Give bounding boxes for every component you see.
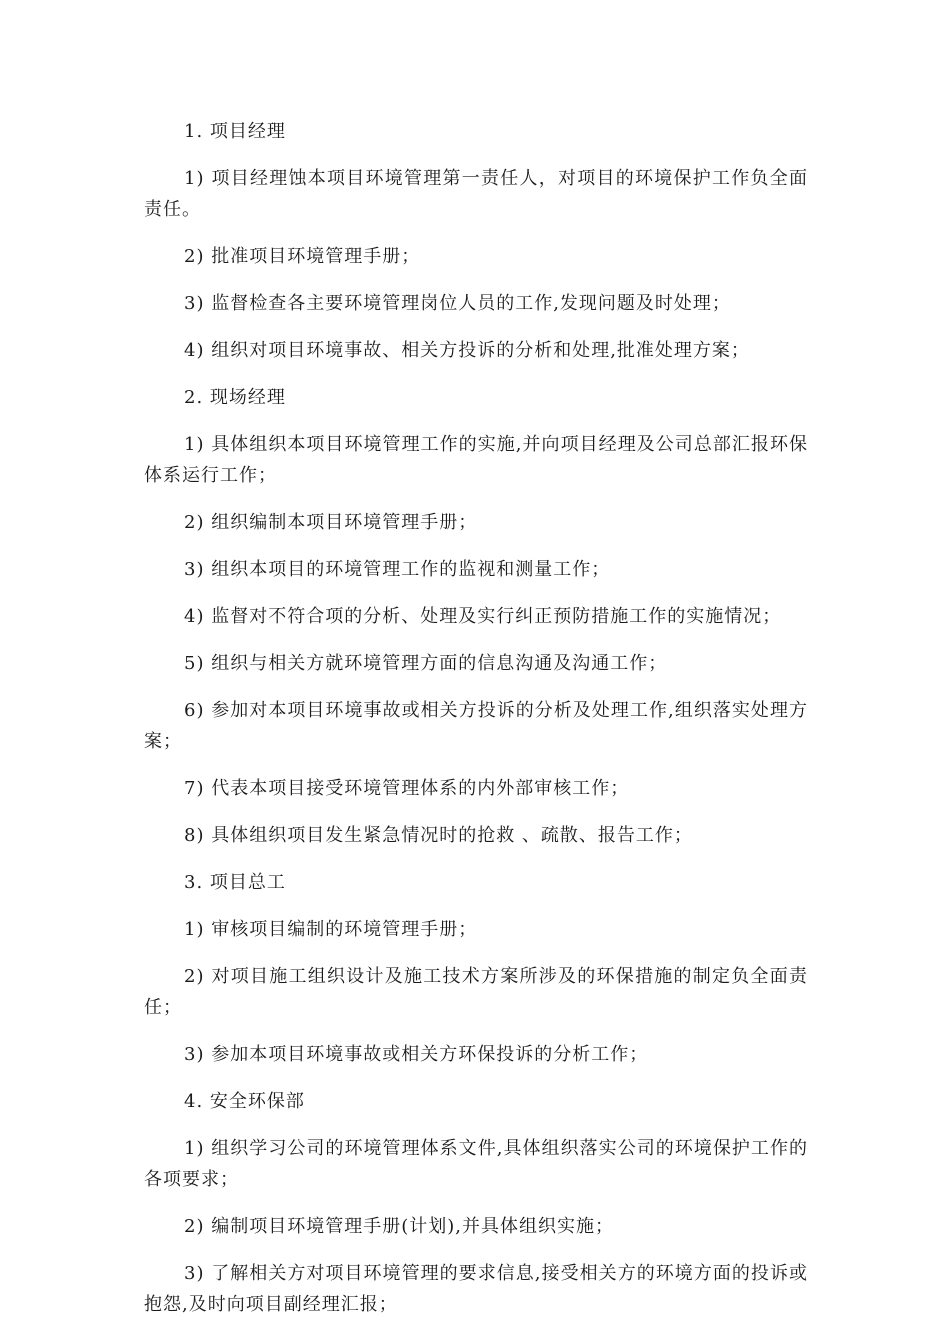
list-item: 1) 组织学习公司的环境管理体系文件,具体组织落实公司的环境保护工作的各项要求； xyxy=(144,1138,808,1190)
list-item: 3) 监督检查各主要环境管理岗位人员的工作,发现问题及时处理； xyxy=(184,293,731,314)
list-item: 1) 具体组织本项目环境管理工作的实施,并向项目经理及公司总部汇报环保体系运行工作； xyxy=(144,434,808,486)
list-item: 6) 参加对本项目环境事故或相关方投诉的分析及处理工作,组织落实处理方案； xyxy=(144,700,808,752)
list-item: 2) 批准项目环境管理手册； xyxy=(184,246,421,267)
document-body xyxy=(144,116,808,1336)
list-item: 1) 项目经理蚀本项目环境管理第一责任人，对项目的环境保护工作负全面责任。 xyxy=(144,168,808,220)
section-heading-site-manager: 2. 现场经理 xyxy=(184,387,286,408)
list-item: 3) 了解相关方对项目环境管理的要求信息,接受相关方的环境方面的投诉或抱怨,及时向项目副经理汇报； xyxy=(144,1263,808,1315)
list-item: 3) 组织本项目的环境管理工作的监视和测量工作； xyxy=(184,559,611,580)
list-item: 4) 监督对不符合项的分析、处理及实行纠正预防措施工作的实施情况； xyxy=(184,606,782,627)
section-heading-project-manager: 1. 项目经理 xyxy=(184,121,286,142)
list-item: 2) 编制项目环境管理手册(计划),并具体组织实施； xyxy=(184,1216,614,1237)
list-item: 5) 组织与相关方就环境管理方面的信息沟通及沟通工作； xyxy=(184,653,668,674)
section-heading-safety-env-dept: 4. 安全环保部 xyxy=(184,1091,305,1112)
list-item: 2) 对项目施工组织设计及施工技术方案所涉及的环保措施的制定负全面责任； xyxy=(144,966,808,1018)
list-item: 4) 组织对项目环境事故、相关方投诉的分析和处理,批准处理方案； xyxy=(184,340,750,361)
list-item: 7) 代表本项目接受环境管理体系的内外部审核工作； xyxy=(184,778,630,799)
list-item: 2) 组织编制本项目环境管理手册； xyxy=(184,512,478,533)
list-item: 1) 审核项目编制的环境管理手册； xyxy=(184,919,478,940)
list-item: 3) 参加本项目环境事故或相关方环保投诉的分析工作； xyxy=(184,1044,649,1065)
list-item: 8) 具体组织项目发生紧急情况时的抢救 、疏散、报告工作； xyxy=(184,825,693,846)
section-heading-chief-engineer: 3. 项目总工 xyxy=(184,872,286,893)
